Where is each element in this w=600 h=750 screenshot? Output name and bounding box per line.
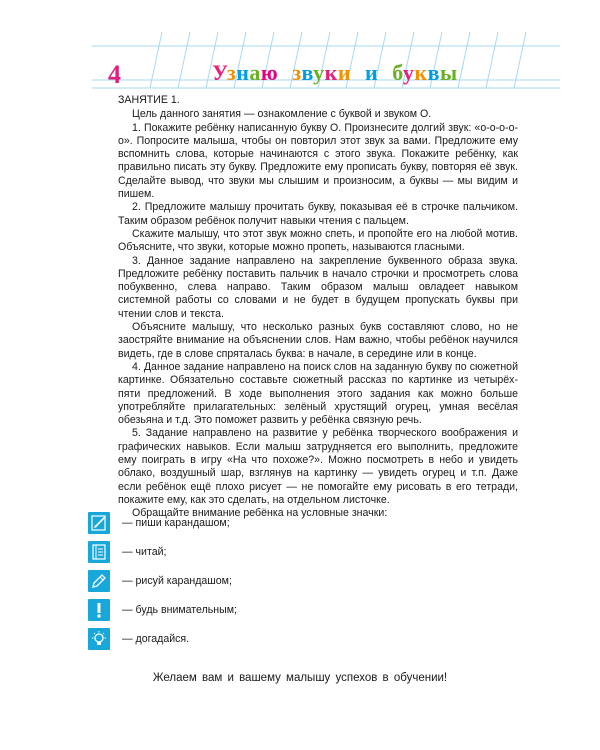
title-letter: ы: [439, 60, 458, 85]
title-letter: [378, 60, 392, 85]
paragraph: 4. Данное задание направлено на поиск слов на заданную букву по сюжетной картинке. Обязательно составьте сюжетный рассказ по картинке из четырёх-пяти предложений. В ходе выполнения этого задания как можно больше употребляйте прилагательных: зелёный хрустящий огурец, умная весёлая обезьяна и т.д. Это поможет развить у ребёнка связную речь.: [118, 360, 518, 427]
title-letter: б: [392, 60, 403, 85]
title-letter: к: [414, 60, 428, 85]
title-letter: у: [313, 60, 325, 85]
legend-label: — читай;: [122, 546, 167, 558]
legend-item: [88, 599, 388, 621]
title-letter: [351, 60, 365, 85]
title-letter: з: [292, 60, 302, 85]
page-title: [212, 60, 458, 86]
paragraph: Скажите малышу, что этот звук можно спеть, и пропойте его на любой мотив. Объясните, что звуки, которые можно пропеть, называются гласными.: [118, 227, 518, 254]
title-letter: в: [427, 60, 440, 85]
page-header: [0, 18, 600, 98]
symbols-legend: [88, 512, 388, 657]
legend-label: — рисуй карандашом;: [122, 575, 232, 587]
paragraph: 3. Данное задание направлено на закрепление буквенного образа звука. Предложите ребёнку поставить пальчик в начало строчки и просмотреть слова побуквенно, слева направо. Таким образом малыш овладеет навыком системной работы со словами и не будет в будущем пропускать буквы при чтении слов и текста.: [118, 254, 518, 320]
paragraph: Цель данного занятия — ознакомление с буквой и звуком О.: [132, 108, 432, 121]
paragraph: Обращайте внимание ребёнка на условные значки:: [132, 507, 388, 520]
legend-item: [88, 570, 388, 592]
pencil-write-icon: [88, 512, 110, 534]
title-letter: з: [226, 60, 237, 85]
title-letter: а: [249, 60, 261, 85]
title-letter: и: [337, 60, 352, 85]
title-letter: в: [301, 60, 314, 85]
legend-item: [88, 541, 388, 563]
book-read-icon: [88, 541, 110, 563]
exclamation-icon: [88, 599, 110, 621]
title-letter: ю: [260, 60, 279, 85]
legend-label: — пиши карандашом;: [122, 517, 230, 529]
closing-wish: Желаем вам и вашему малышу успехов в обучении!: [152, 672, 448, 684]
paragraph: Объясните малышу, что несколько разных букв составляют слово, но не заостряйте внимание на объяснении слов. Нам важно, чтобы ребёнок научился видеть, где в слове спряталась буква: в начале, в середине или в конце.: [118, 321, 518, 360]
title-letter: и: [365, 60, 379, 85]
legend-item: [88, 628, 388, 650]
paragraph: 2. Предложите малышу прочитать букву, показывая её в строчке пальчиком. Таким образом ребёнок получит навыки чтения с пальцем.: [118, 201, 518, 227]
title-letter: у: [402, 60, 415, 85]
paragraph: 1. Покажите ребёнку написанную букву О. Произнесите долгий звук: «о-о-о-о-о». Попросите малыша, чтобы он повторил этот звук за вами. Предложите ему вспомнить слова, которые начинаются с этого звука. Покажите ребёнку, как правильно писать эту букву. Предложите ему прописать букву, повторяя её звук. Сделайте вывод, что звуки мы слышим и произносим, а буквы — мы видим и пишем.: [118, 121, 518, 201]
title-letter: У: [212, 60, 227, 85]
instructions-text: [118, 94, 518, 521]
pencil-draw-icon: [88, 570, 110, 592]
lesson-heading: ЗАНЯТИЕ 1.: [118, 94, 180, 106]
page-number: 4: [108, 60, 121, 89]
legend-label: — догадайся.: [122, 633, 190, 645]
paragraph: 5. Задание направлено на развитие у ребёнка творческого воображения и графических навыков. Если малыш затрудняется его выполнить, предложите ему поиграть в игру «На что похоже?». Можно посмотреть в небо и увидеть облако, воздушный шар, взглянув на картинку — увидеть огурец и т.п. Даже если ребёнок ещё плохо рисует — не помогайте ему рисовать в его тетради, покажите ему, как это сделать, на отдельном листочке.: [118, 427, 518, 506]
title-letter: к: [324, 60, 338, 85]
title-letter: [278, 60, 292, 85]
legend-label: — будь внимательным;: [122, 604, 237, 616]
notebook-grid-decoration: [0, 18, 600, 98]
lightbulb-icon: [88, 628, 110, 650]
title-letter: н: [236, 60, 250, 85]
legend-item: [88, 512, 388, 534]
